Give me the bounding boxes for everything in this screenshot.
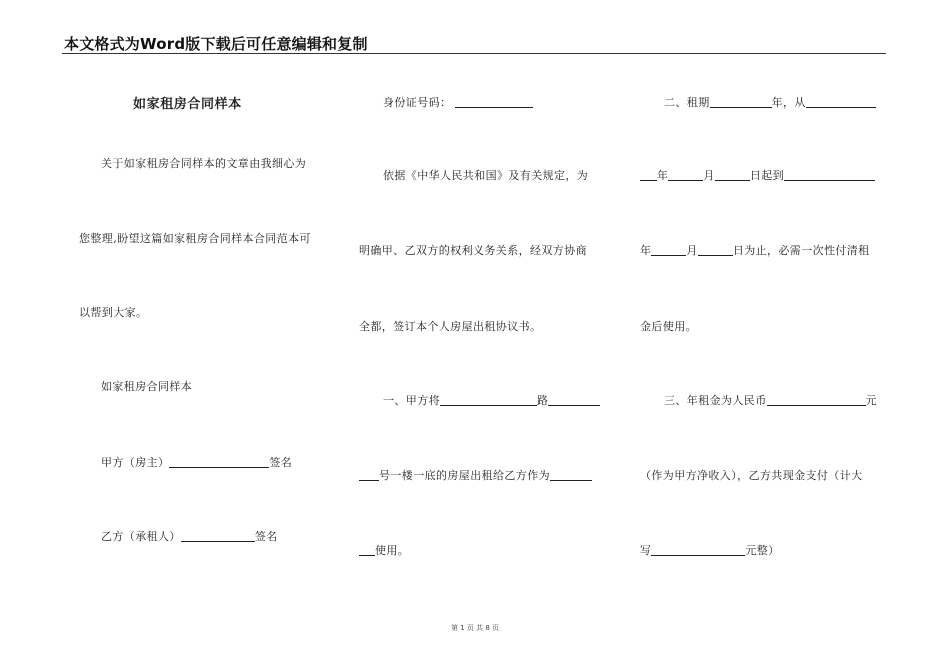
clause-2-blank-4 bbox=[668, 169, 703, 181]
party-b-line bbox=[101, 528, 278, 544]
party-a-sign-label: 签名 bbox=[269, 456, 293, 469]
clause-1-use: 使用。 bbox=[375, 544, 410, 557]
header-divider bbox=[62, 53, 886, 54]
clause-3-blank-2 bbox=[651, 544, 745, 556]
party-a-line bbox=[101, 454, 292, 470]
clause-2-lead: 二、租期 bbox=[664, 96, 710, 109]
clause-2-year-2: 年 bbox=[640, 244, 652, 257]
clause-3-line-3 bbox=[640, 542, 780, 558]
clause-2-month-2: 月 bbox=[686, 244, 698, 257]
clause-2-year: 年 bbox=[657, 169, 669, 182]
contract-subtitle: 如家租房合同样本 bbox=[101, 380, 193, 393]
clause-2-blank-5 bbox=[715, 169, 750, 181]
clause-1-house: 号一楼一底的房屋出租给乙方作为 bbox=[379, 469, 550, 482]
id-number-line bbox=[383, 94, 533, 110]
preamble-line-1: 依据《中华人民共和国》及有关规定，为 bbox=[383, 169, 589, 182]
clause-3-lead: 三、年租金为人民币 bbox=[664, 394, 767, 407]
clause-2-year-from: 年，从 bbox=[771, 96, 806, 109]
intro-line-1: 关于如家租房合同样本的文章由我细心为 bbox=[101, 157, 307, 170]
document-header-banner: 本文格式为Word版下载后可任意编辑和复制 bbox=[64, 35, 368, 53]
clause-2-blank-3 bbox=[640, 169, 657, 181]
clause-3-line-2: （作为甲方净收入），乙方共现金支付（计大 bbox=[640, 469, 863, 482]
clause-1-line-3 bbox=[359, 542, 409, 558]
clause-1-road: 路 bbox=[537, 394, 549, 407]
clause-3-yuan-end: 元整） bbox=[745, 544, 780, 557]
clause-2-line-3 bbox=[640, 242, 870, 258]
clause-1-blank-5 bbox=[359, 544, 375, 556]
preamble-line-3: 全都，签订本个人房屋出租协议书。 bbox=[359, 320, 542, 333]
clause-2-blank-2 bbox=[806, 96, 876, 108]
clause-1-line-1 bbox=[383, 392, 600, 408]
clause-2-blank-1 bbox=[710, 96, 772, 108]
clause-3-yuan: 元 bbox=[865, 394, 878, 407]
clause-3-blank-1 bbox=[767, 394, 866, 406]
clause-2-day-from: 日起到 bbox=[749, 169, 785, 182]
contract-title: 如家租房合同样本 bbox=[133, 97, 242, 112]
clause-1-lead: 一、甲方将 bbox=[383, 394, 440, 407]
clause-2-line-2 bbox=[640, 167, 875, 183]
clause-1-line-2 bbox=[359, 467, 592, 483]
clause-1-blank-3 bbox=[359, 469, 379, 481]
party-b-sign-label: 签名 bbox=[254, 530, 278, 543]
page-footer: 第 1 页 共 8 页 bbox=[450, 624, 500, 632]
clause-1-blank-2 bbox=[548, 394, 600, 406]
clause-2-blank-7 bbox=[651, 244, 686, 256]
clause-3-write: 写 bbox=[640, 544, 652, 557]
clause-2-blank-8 bbox=[698, 244, 733, 256]
clause-2-line-1 bbox=[664, 94, 876, 110]
clause-2-end: 日为止，必需一次性付清租 bbox=[732, 244, 870, 257]
party-a-label: 甲方（房主） bbox=[101, 456, 170, 469]
party-b-blank bbox=[181, 530, 255, 542]
party-a-blank bbox=[169, 456, 269, 468]
clause-1-blank-4 bbox=[550, 469, 592, 481]
id-number-label: 身份证号码： bbox=[383, 96, 452, 109]
clause-2-line-4: 金后使用。 bbox=[640, 320, 697, 333]
clause-2-month: 月 bbox=[703, 169, 715, 182]
clause-2-blank-6 bbox=[784, 169, 875, 181]
clause-1-blank-1 bbox=[440, 394, 537, 406]
clause-3-line-1 bbox=[664, 392, 877, 408]
id-number-blank bbox=[455, 96, 533, 108]
party-b-label: 乙方（承租人） bbox=[101, 530, 181, 543]
preamble-line-2: 明确甲、乙双方的权利义务关系，经双方协商 bbox=[359, 244, 587, 257]
intro-line-2: 您整理,盼望这篇如家租房合同样本合同范本可 bbox=[79, 232, 311, 245]
intro-line-3: 以帮到大家。 bbox=[79, 306, 148, 319]
